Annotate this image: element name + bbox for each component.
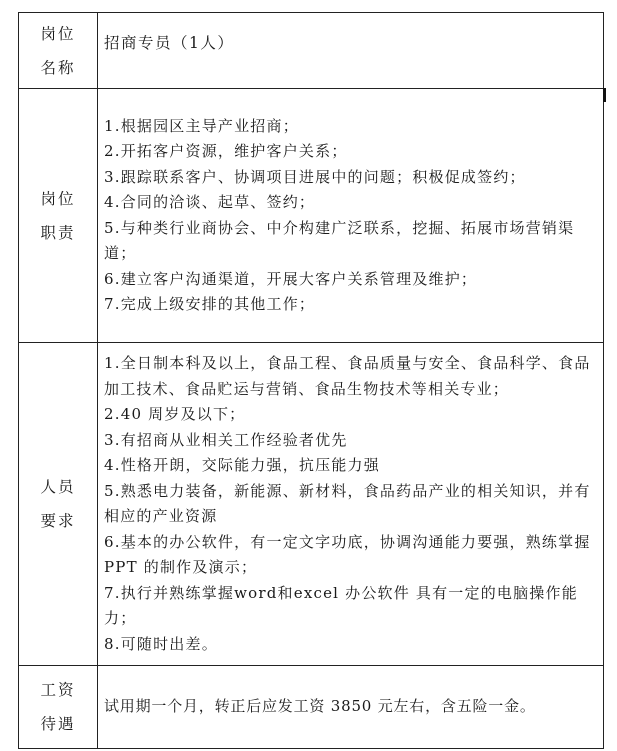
job-description-table <box>18 12 604 749</box>
requirement-item: 6.基本的办公软件，有一定文字功底，协调沟通能力要强，熟练掌握PPT 的制作及演示； <box>104 532 591 576</box>
position-label-line2: 名称 <box>40 58 76 77</box>
duty-item: 5.与种类行业商协会、中介构建广泛联系，挖掘、拓展市场营销渠道； <box>104 218 575 262</box>
requirements-row <box>19 343 604 666</box>
requirement-item: 5.熟悉电力装备，新能源、新材料，食品药品产业的相关知识，并有相应的产业资源 <box>104 481 591 525</box>
duties-label-line1: 岗位 <box>40 189 76 208</box>
requirements-label-line2: 要求 <box>40 512 76 530</box>
duty-item: 3.跟踪联系客户、协调项目进展中的问题；积极促成签约； <box>104 167 526 186</box>
duty-item: 4.合同的洽谈、起草、签约； <box>104 193 316 211</box>
salary-label-line2: 待遇 <box>40 715 76 733</box>
table-edge-mark <box>603 88 606 102</box>
requirements-list <box>98 343 604 666</box>
requirement-item: 1.全日制本科及以上，食品工程、食品质量与安全、食品科学、食品加工技术、食品贮运与营销、食品生物技术等相关专业； <box>104 354 591 398</box>
duties-row <box>19 89 604 343</box>
salary-value-cell <box>98 666 604 749</box>
requirement-item: 8.可随时出差。 <box>104 634 218 653</box>
salary-label-line1: 工资 <box>40 681 76 699</box>
requirements-label <box>19 343 98 666</box>
position-value-cell <box>98 13 604 89</box>
duty-item: 1.根据园区主导产业招商； <box>104 116 299 135</box>
position-title: 招商专员（1人） <box>104 33 235 52</box>
requirement-item: 7.执行并熟练掌握word和excel 办公软件 具有一定的电脑操作能力； <box>104 583 578 627</box>
duties-label-line2: 职责 <box>40 223 76 242</box>
duties-list <box>98 89 604 343</box>
requirement-item: 3.有招商从业相关工作经验者优先 <box>104 430 348 449</box>
salary-label <box>19 666 98 749</box>
salary-value: 试用期一个月，转正后应发工资 3850 元左右，含五险一金。 <box>104 697 536 716</box>
duty-item: 7.完成上级安排的其他工作； <box>104 295 316 313</box>
requirement-item: 4.性格开朗，交际能力强，抗压能力强 <box>104 456 380 474</box>
requirements-label-line1: 人员 <box>40 478 76 496</box>
duty-item: 2.开拓客户资源，维护客户关系； <box>104 142 348 160</box>
duty-item: 6.建立客户沟通渠道，开展大客户关系管理及维护； <box>104 269 478 288</box>
requirement-item: 2.40 周岁及以下； <box>104 405 246 423</box>
duties-label <box>19 89 98 343</box>
position-label-line1: 岗位 <box>40 24 76 43</box>
position-label <box>19 13 98 89</box>
position-row <box>19 13 604 89</box>
salary-row <box>19 666 604 749</box>
